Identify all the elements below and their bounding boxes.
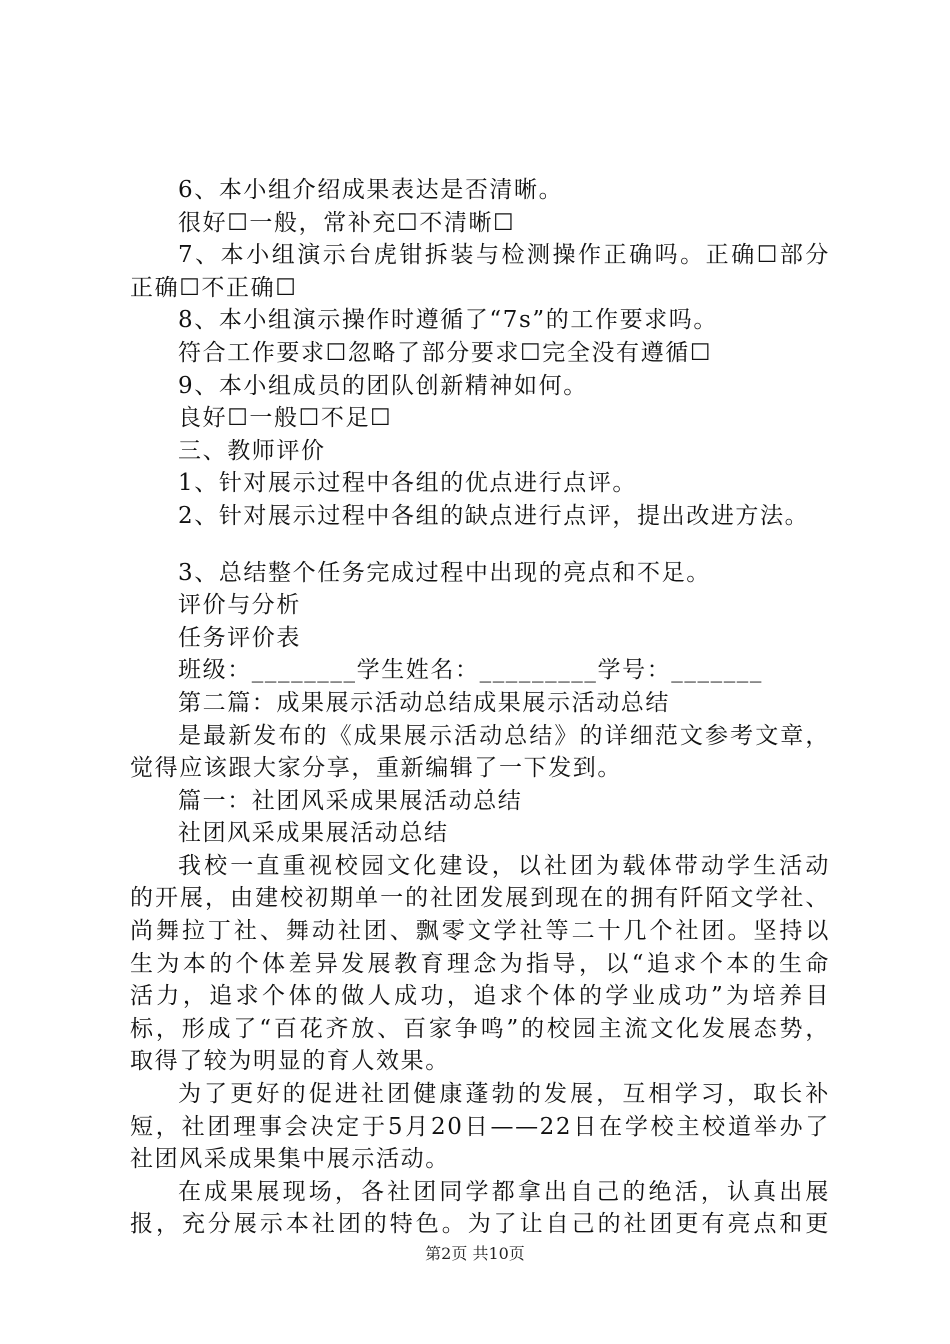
text-line: 取得了较为明显的育人效果。 (130, 1048, 450, 1075)
text-line: 符合工作要求☐忽略了部分要求☐完全没有遵循☐ (178, 339, 713, 366)
section-heading: 评价与分析 (178, 592, 301, 619)
section-heading: 篇一：社团风采成果展活动总结 (178, 787, 523, 814)
form-fields-line: 班级：________学生姓名：_________学号：_______ (178, 657, 763, 684)
text-line: 为了更好的促进社团健康蓬勃的发展，互相学习，取长补 (178, 1081, 830, 1108)
document-body (130, 174, 830, 1241)
text-line: 6、本小组介绍成果表达是否清晰。 (178, 177, 564, 203)
text-line: 我校一直重视校园文化建设，以社团为载体带动学生活动 (178, 852, 830, 879)
text-line: 尚舞拉丁社、舞动社团、飘零文学社等二十几个社团。坚持以 (130, 918, 830, 945)
text-line: 活力，追求个体的做人成功，追求个体的学业成功”为培养目 (130, 983, 830, 1010)
chapter-heading: 第二篇：成果展示活动总结成果展示活动总结 (178, 689, 670, 716)
text-line: 1、针对展示过程中各组的优点进行点评。 (178, 470, 638, 497)
text-line: 正确☐不正确☐ (130, 274, 298, 301)
text-line: 是最新发布的《成果展示活动总结》的详细范文参考文章， (178, 722, 830, 749)
text-line: 很好☐一般，常补充☐不清晰☐ (178, 209, 516, 236)
section-heading: 社团风采成果展活动总结 (178, 820, 449, 847)
page-footer: 第2页 共10页 (425, 1244, 525, 1263)
text-line: 9、本小组成员的团队创新精神如何。 (178, 372, 588, 399)
text-line: 短，社团理事会决定于5月20日——22日在学校主校道举办了 (130, 1113, 830, 1140)
text-line: 7、本小组演示台虎钳拆装与检测操作正确吗。正确☐部分 (178, 242, 830, 269)
text-line: 报，充分展示本社团的特色。为了让自己的社团更有亮点和更 (130, 1211, 830, 1238)
text-line: 8、本小组演示操作时遵循了“7s”的工作要求吗。 (178, 307, 718, 334)
text-line: 觉得应该跟大家分享，重新编辑了一下发到。 (130, 755, 622, 782)
text-line: 标，形成了“百花齐放、百家争鸣”的校园主流文化发展态势， (130, 1015, 830, 1042)
text-line: 社团风采成果集中展示活动。 (130, 1146, 450, 1173)
text-line: 的开展，由建校初期单一的社团发展到现在的拥有阡陌文学社、 (130, 885, 830, 912)
text-line: 在成果展现场，各社团同学都拿出自己的绝活，认真出展 (178, 1178, 830, 1205)
section-heading: 三、教师评价 (178, 437, 326, 464)
blank-gap (130, 533, 830, 557)
text-line: 良好☐一般☐不足☐ (178, 405, 393, 432)
section-heading: 任务评价表 (178, 624, 301, 651)
text-line: 生为本的个体差异发展教育理念为指导，以“追求个本的生命 (130, 950, 830, 977)
text-line: 3、总结整个任务完成过程中出现的亮点和不足。 (178, 559, 711, 586)
text-line: 2、针对展示过程中各组的缺点进行点评，提出改进方法。 (178, 502, 810, 529)
